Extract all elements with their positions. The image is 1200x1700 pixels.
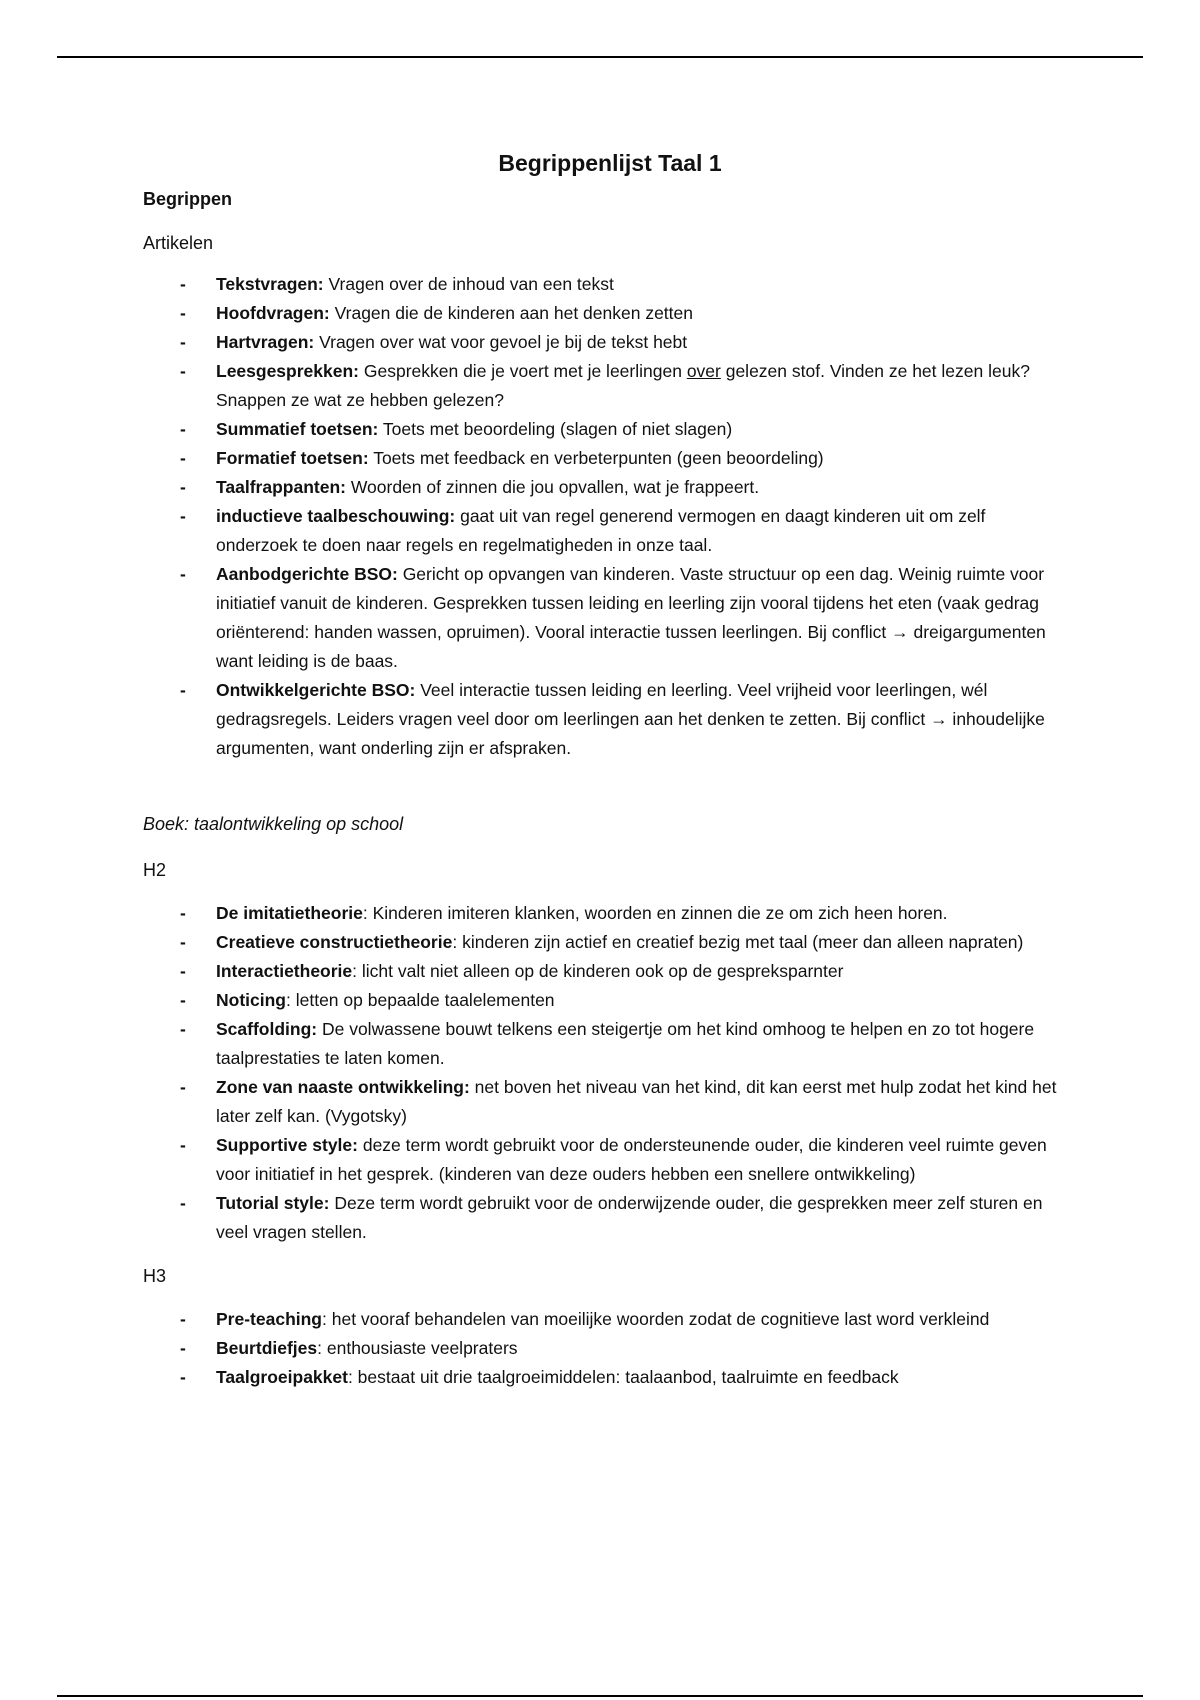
list-item [143, 1015, 1063, 1073]
book-title: Boek: taalontwikkeling op school [143, 814, 404, 834]
definition: Woorden of zinnen die jou opvallen, wat je frappeert. [345, 477, 760, 497]
document-title: Begrippenlijst Taal 1 [498, 150, 722, 176]
bullet-dash: - [180, 1019, 186, 1039]
term: Interactietheorie [216, 961, 353, 981]
term: Taalfrappanten: [216, 477, 346, 497]
h2-list [143, 899, 1063, 1247]
bullet-dash: - [180, 303, 186, 323]
document-body [143, 143, 1063, 1392]
term: Scaffolding: [216, 1019, 318, 1039]
bullet-dash: - [180, 477, 186, 497]
bullet-dash: - [180, 932, 186, 952]
bullet-dash: - [180, 1367, 186, 1387]
term: Hoofdvragen: [216, 303, 330, 323]
list-item [143, 1189, 1063, 1247]
term: Pre-teaching [216, 1309, 322, 1329]
subheading-artikelen: Artikelen [143, 233, 214, 253]
definition: Deze term wordt gebruikt voor de onderwijzende ouder, die gesprekken meer zelf sturen en veel vragen stellen. [216, 1193, 1043, 1242]
bullet-dash: - [180, 903, 186, 923]
term: Ontwikkelgerichte BSO: [216, 680, 416, 700]
bullet-dash: - [180, 1309, 186, 1329]
definition: Gericht op opvangen van kinderen. Vaste structuur op een dag. Weinig ruimte voor initiatief vanuit de kinderen. Gesprekken tussen leiding en leerling zijn vooral tijdens het eten (vaak gedrag oriënterend: handen wassen, opruimen). Vooral interactie tussen leerlingen. Bij conflict [216, 564, 1045, 642]
definition: : letten op bepaalde taalelementen [286, 990, 555, 1010]
definition: Vragen die de kinderen aan het denken zetten [329, 303, 693, 323]
term: Tutorial style: [216, 1193, 330, 1213]
list-item [143, 560, 1063, 676]
definition: Vragen over de inhoud van een tekst [323, 274, 614, 294]
list-item [143, 1305, 1063, 1334]
definition: Gesprekken die je voert met je leerlingen [359, 361, 687, 381]
definition: : licht valt niet alleen op de kinderen ook op de gespreksparnter [352, 961, 844, 981]
list-item [143, 1073, 1063, 1131]
definition: Vragen over wat voor gevoel je bij de tekst hebt [314, 332, 688, 352]
definition-continued: gelezen stof. Vinden ze het lezen leuk? Snappen ze wat ze hebben gelezen? [216, 361, 1030, 410]
definition-continued: dreigargumenten want leiding is de baas. [216, 622, 1046, 671]
list-item [143, 415, 1063, 444]
term: Supportive style: [216, 1135, 358, 1155]
definition: Toets met beoordeling (slagen of niet slagen) [378, 419, 733, 439]
definition: : enthousiaste veelpraters [317, 1338, 518, 1358]
bullet-dash: - [180, 1077, 186, 1097]
bullet-dash: - [180, 680, 186, 700]
definition: Toets met feedback en verbeterpunten (geen beoordeling) [368, 448, 824, 468]
term: inductieve taalbeschouwing: [216, 506, 456, 526]
section-heading-begrippen: Begrippen [143, 189, 233, 209]
definition: net boven het niveau van het kind, dit kan eerst met hulp zodat het kind het later zelf kan. (Vygotsky) [216, 1077, 1057, 1126]
term: Summatief toetsen: [216, 419, 379, 439]
list-item [143, 328, 1063, 357]
bullet-dash: - [180, 990, 186, 1010]
list-item [143, 899, 1063, 928]
list-item [143, 270, 1063, 299]
list-item [143, 986, 1063, 1015]
list-item [143, 444, 1063, 473]
definition: De volwassene bouwt telkens een steigertje om het kind omhoog te helpen en zo tot hogere taalprestaties te laten komen. [216, 1019, 1035, 1068]
list-item [143, 299, 1063, 328]
definition: Veel interactie tussen leiding en leerling. Veel vrijheid voor leerlingen, wél gedragsregels. Leiders vragen veel door om leerlingen aan het denken te zetten. Bij conflict [216, 680, 988, 729]
term: De imitatietheorie [216, 903, 363, 923]
bullet-dash: - [180, 361, 186, 381]
arrow-icon: → [930, 709, 948, 729]
term: Formatief toetsen: [216, 448, 369, 468]
header-rule [57, 56, 1143, 58]
bullet-dash: - [180, 419, 186, 439]
list-item [143, 357, 1063, 415]
bullet-dash: - [180, 448, 186, 468]
list-item [143, 1363, 1063, 1392]
term: Zone van naaste ontwikkeling: [216, 1077, 470, 1097]
term: Noticing [216, 990, 286, 1010]
term: Aanbodgerichte BSO: [216, 564, 398, 584]
bullet-dash: - [180, 332, 186, 352]
term: Hartvragen: [216, 332, 315, 352]
bullet-dash: - [180, 1193, 186, 1213]
list-item [143, 473, 1063, 502]
term: Creatieve constructietheorie [216, 932, 453, 952]
definition: deze term wordt gebruikt voor de ondersteunende ouder, die kinderen veel ruimte geven voor initiatief in het gesprek. (kinderen van deze ouders hebben een snellere ontwikkeling) [216, 1135, 1047, 1184]
bullet-dash: - [180, 274, 186, 294]
definition: : bestaat uit drie taalgroeimiddelen: taalaanbod, taalruimte en feedback [347, 1367, 899, 1387]
definition: : Kinderen imiteren klanken, woorden en zinnen die ze om zich heen horen. [362, 903, 948, 923]
bullet-dash: - [180, 564, 186, 584]
list-item [143, 676, 1063, 763]
definition-continued: inhoudelijke argumenten, want onderling zijn er afspraken. [216, 709, 1045, 758]
subheading-h2: H2 [143, 860, 167, 880]
definition: : het vooraf behandelen van moeilijke woorden zodat de cognitieve last word verkleind [322, 1309, 990, 1329]
term: Tekstvragen: [216, 274, 324, 294]
list-item [143, 1131, 1063, 1189]
bullet-dash: - [180, 1338, 186, 1358]
definition: : kinderen zijn actief en creatief bezig met taal (meer dan alleen napraten) [452, 932, 1024, 952]
term: Leesgesprekken: [216, 361, 359, 381]
term: Beurtdiefjes [216, 1338, 318, 1358]
bullet-dash: - [180, 961, 186, 981]
list-item [143, 957, 1063, 986]
underlined-word: over [686, 361, 721, 381]
list-item [143, 502, 1063, 560]
term: Taalgroeipakket [216, 1367, 348, 1387]
footer-rule [57, 1695, 1143, 1697]
bullet-dash: - [180, 1135, 186, 1155]
h3-list [143, 1305, 1063, 1392]
arrow-icon: → [891, 622, 909, 642]
subheading-h3: H3 [143, 1266, 167, 1286]
list-item [143, 928, 1063, 957]
list-item [143, 1334, 1063, 1363]
definition: gaat uit van regel generend vermogen en daagt kinderen uit om zelf onderzoek te doen naar regels en regelmatigheden in onze taal. [216, 506, 986, 555]
artikelen-list [143, 270, 1063, 763]
bullet-dash: - [180, 506, 186, 526]
